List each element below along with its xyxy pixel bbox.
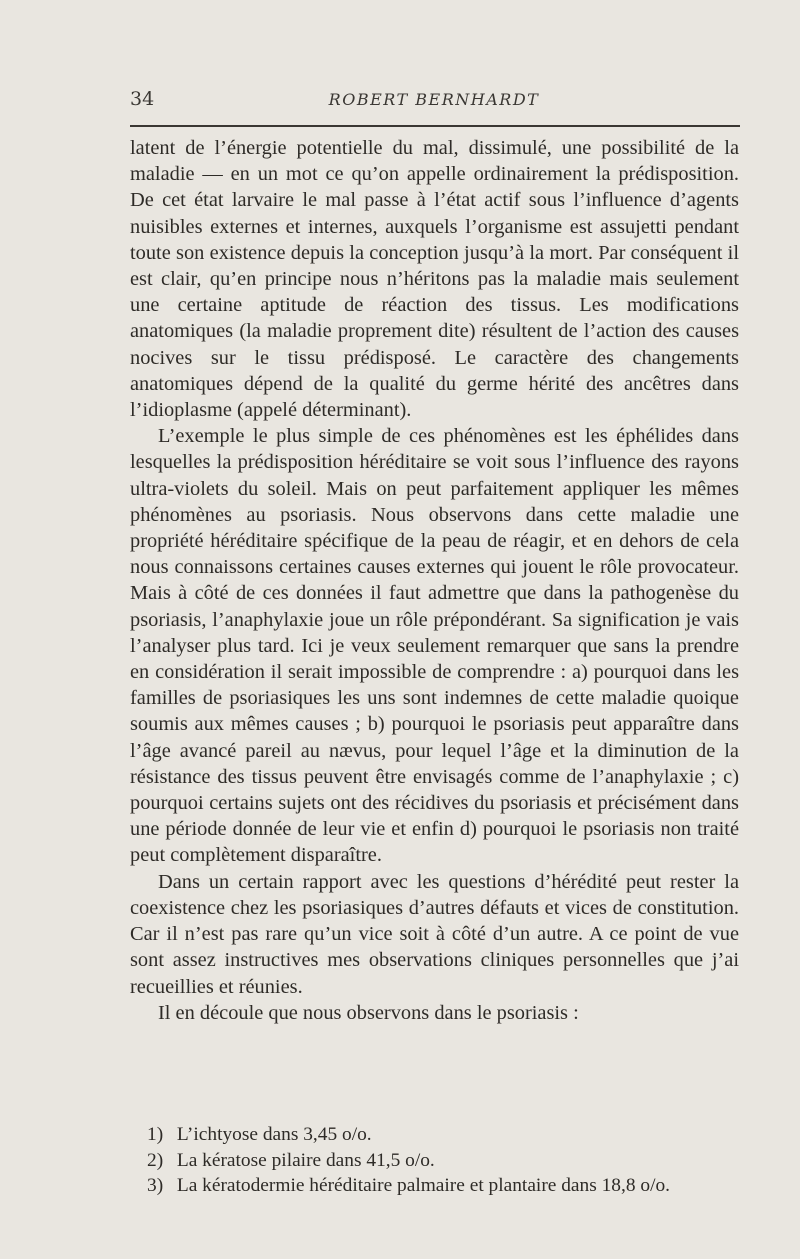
list-item (147, 1148, 747, 1174)
paragraph: latent de l’énergie potentielle du mal, dissimulé, une possibilité de la maladie — en un mot ce qu’on appelle ordinairement la prédisposition. De cet état larvaire le mal passe à l’état actif sous l’influence d’agents nuisibles externes et internes, auxquels l’organisme est assujetti pendant toute son existence depuis la conception jusqu’à la mort. Par conséquent il est clair, qu’en principe nous n’héritons pas la maladie mais seulement une certaine aptitude de réaction des tissus. Les modifications anatomiques (la maladie proprement dite) résultent de l’action des causes nocives sur le tissu prédisposé. Le caractère des changements anatomiques dépend de la qualité du germe hérité des ancêtres dans l’idioplasme (appelé déterminant). (130, 137, 739, 422)
list-item-text: La kératose pilaire dans 41,5 o/o. (176, 1149, 435, 1171)
paragraph: Dans un certain rapport avec les questions d’hérédité peut rester la coexistence chez les psoriasiques d’autres défauts et vices de constitution. Car il n’est pas rare qu’un vice soit à côté d’un autre. A ce point de vue sont assez instructives mes observations cliniques personnelles que j’ai recueillies et réunies. (130, 870, 739, 998)
list-item (147, 1122, 747, 1148)
list-item-text: L’ichtyose dans 3,45 o/o. (176, 1124, 372, 1145)
paragraph: L’exemple le plus simple de ces phénomènes est les éphélides dans lesquelles la prédisposition héréditaire se voit sous l’influence des rayons ultra-violets du soleil. Mais on peut parfaitement appliquer les mêmes phénomènes au psoriasis. Nous observons dans cette maladie une propriété héréditaire spécifique de la peau de réagir, et en dehors de cela nous connaissons certaines causes externes qui jouent le rôle provocateur. Mais à côté de ces données il faut admettre que dans la pathogenèse du psoriasis, l’anaphylaxie joue un rôle prépondérant. Sa signification je vais l’analyser plus tard. Ici je veux seulement remarquer que sans la prendre en considération il serait impossible de comprendre : a) pourquoi dans les familles de psoriasiques les uns sont indemnes de cette maladie quoique soumis aux mêmes causes ; b) pourquoi le psoriasis peut apparaître dans l’âge avancé pareil au nævus, pour lequel l’âge et la diminution de la résistance des tissus peuvent être envisagés comme de l’anaphylaxie ; c) pourquoi certains sujets ont des récidives du psoriasis et précisément dans une période donnée de leur vie et enfin d) pourquoi le psoriasis non traité peut complètement disparaître. (130, 425, 739, 867)
list-item-text: La kératodermie héréditaire palmaire et plantaire dans 18,8 o/o. (176, 1175, 671, 1196)
list-item-number: 2) (147, 1149, 164, 1171)
list-item (147, 1173, 747, 1199)
paragraph: Il en découle que nous observons dans le psoriasis : (158, 1001, 579, 1024)
list-item-number: 1) (147, 1124, 164, 1145)
numbered-list (147, 1122, 747, 1199)
list-item-number: 3) (147, 1175, 164, 1196)
page-number: 34 (130, 88, 155, 110)
body-text (130, 135, 739, 1026)
page-header (130, 88, 738, 116)
running-head: ROBERT BERNHARDT (328, 90, 540, 109)
header-rule (130, 125, 740, 127)
